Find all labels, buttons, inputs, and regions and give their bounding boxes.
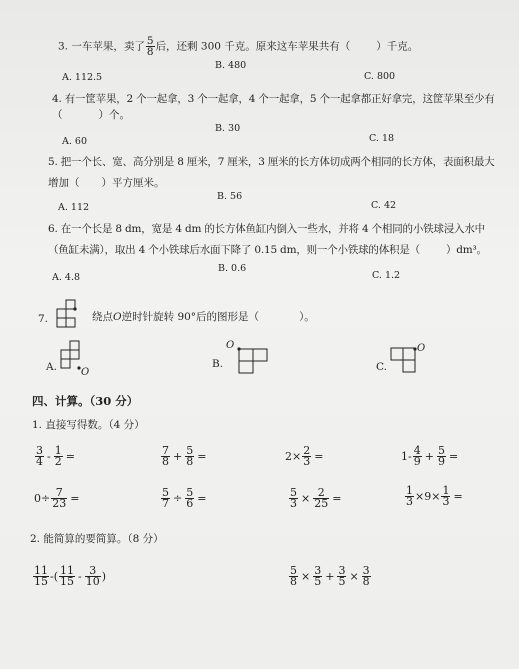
svg-text:O: O [81,367,90,378]
q6-option-c: C. 1.2 [372,270,401,281]
part-2-title: 2. 能简算的要简算。（8 分） [30,533,164,545]
q7-option-b-label: B. [212,358,224,370]
expression: $\frac{11}{15}$ -( $\frac{11}{15}$ - $\frac{3}{10}$ ) [34,564,107,588]
expression: 2× $\frac{2}{3}$ = [285,444,324,468]
fraction: $\frac{5}{8}$ [146,35,154,58]
question-7-number: 7. [38,313,49,325]
q4-option-a: A. 60 [62,136,87,147]
question-5-line2: 增加（ ）平方厘米。 [48,177,165,189]
expression: 1- $\frac{4}{9}$ + $\frac{5}{9}$ = [401,444,459,468]
q6-option-a: A. 4.8 [52,272,81,283]
expression: $\frac{5}{7}$ ÷ $\frac{5}{6}$ = [162,486,207,510]
expression: $\frac{3}{4}$ - $\frac{1}{2}$ = [36,444,75,468]
expression: $\frac{1}{3}$ ×9× $\frac{1}{3}$ = [406,484,463,508]
section-4-title: 四、计算。（30 分） [32,394,139,408]
expression: $\frac{5}{3}$ × $\frac{2}{25}$ = [290,486,342,510]
svg-text:O: O [226,340,235,351]
part-1-title: 1. 直接写得数。（4 分） [32,419,145,431]
q4-option-b: B. 30 [215,123,241,134]
q5-option-b: B. 56 [217,191,243,202]
q3-option-b: B. 480 [215,60,247,71]
q7-option-b-figure [226,338,274,378]
svg-text:O: O [417,343,426,354]
q7-option-c-label: C. [376,361,387,373]
q5-option-c: C. 42 [371,200,397,211]
question-7-text: 绕点O逆时针旋转 90°后的图形是（ ）。 [92,311,315,323]
q7-option-a-figure [57,337,97,377]
question-4-line1: 4. 有一筐苹果，2 个一起拿，3 个一起拿，4 个一起拿，5 个一起拿都正好拿完，这筐苹果至少有 [52,93,495,105]
question-4-line2: （ ）个。 [52,109,130,121]
expression: 0÷ $\frac{7}{23}$ = [34,486,80,510]
q3-option-c: C. 800 [364,71,396,82]
q4-option-c: C. 18 [369,133,395,144]
question-6-line2: （鱼缸未满），取出 4 个小铁球后水面下降了 0.15 dm，则一个小铁球的体积是（ ）dm³。 [48,244,487,256]
question-3: 3. 一车苹果，卖了 $\frac{5}{8}$ 后，还剩 300 千克。原来这车苹果共有（ ）千克。 [58,35,419,58]
expression: $\frac{5}{8}$ × $\frac{3}{5}$ + $\frac{3}{5}$ × $\frac{3}{8}$ [290,564,370,588]
question-5-line1: 5. 把一个长、宽、高分别是 8 厘米，7 厘米，3 厘米的长方体切成两个相同的长方体，表面积最大 [48,156,495,168]
q7-option-a-label: A. [46,361,57,373]
q7-option-c-figure [388,340,436,380]
q7-original-figure [54,298,84,330]
q5-option-a: A. 112 [58,202,90,213]
q3-option-a: A. 112.5 [62,72,103,83]
question-6-line1: 6. 在一个长是 8 dm，宽是 4 dm 的长方体鱼缸内倒入一些水，并将 4 个相同的小铁球浸入水中 [48,223,485,235]
expression: $\frac{7}{8}$ + $\frac{5}{8}$ = [162,444,207,468]
q6-option-b: B. 0.6 [218,263,247,274]
